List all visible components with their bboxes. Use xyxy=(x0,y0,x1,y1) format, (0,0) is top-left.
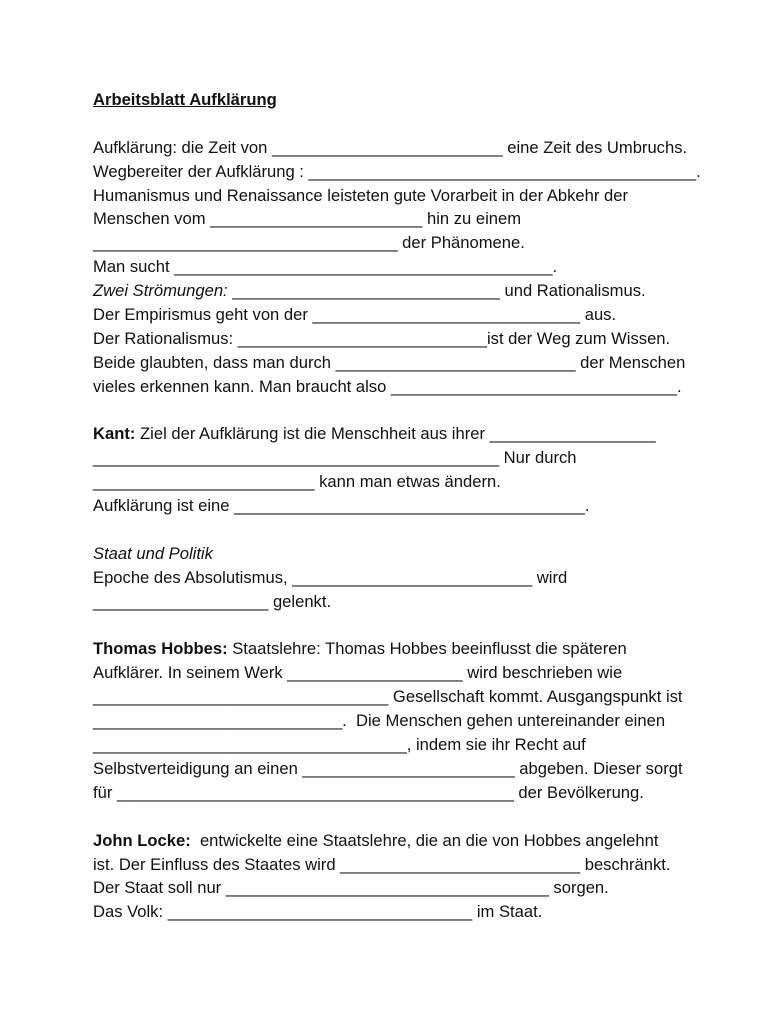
hobbes-name: Thomas Hobbes: xyxy=(93,639,228,659)
spacer xyxy=(93,614,748,638)
text-line: Aufklärung: die Zeit von _________________________ eine Zeit des Umbruchs. xyxy=(93,137,688,157)
text-line: _________________________________ der Phänomene. xyxy=(93,233,525,253)
text-line: ___________________________. Die Menschen gehen untereinander einen xyxy=(93,711,666,731)
hobbes-line xyxy=(93,637,748,661)
text-line: ___________________ gelenkt. xyxy=(93,591,332,611)
text-line: Man sucht _________________________________________. xyxy=(93,257,558,277)
kant-name: Kant: xyxy=(93,424,136,444)
locke-name: John Locke: xyxy=(93,830,191,850)
text-line: ________________________ kann man etwas ändern. xyxy=(93,472,501,492)
text-line: Das Volk: _________________________________ im Staat. xyxy=(93,902,543,922)
text-line: Aufklärer. In seinem Werk ___________________ wird beschrieben wie xyxy=(93,663,623,683)
stroemungen-line xyxy=(93,279,748,303)
text-line: ____________________________________________ Nur durch xyxy=(93,448,577,468)
spacer xyxy=(93,112,748,136)
spacer xyxy=(93,399,748,423)
stroemungen-text: _____________________________ und Rationalismus. xyxy=(227,281,646,301)
spacer xyxy=(93,805,748,829)
text-line: Selbstverteidigung an einen _______________________ abgeben. Dieser sorgt xyxy=(93,758,683,778)
text-line: ist. Der Einfluss des Staates wird __________________________ beschränkt. xyxy=(93,854,671,874)
section-heading: Staat und Politik xyxy=(93,543,213,563)
text-line: Aufklärung ist eine ______________________________________. xyxy=(93,496,590,516)
text-line: vieles erkennen kann. Man braucht also _______________________________. xyxy=(93,376,682,396)
text-line: Wegbereiter der Aufklärung : __________________________________________. xyxy=(93,161,701,181)
worksheet-title: Arbeitsblatt Aufklärung xyxy=(93,90,277,109)
locke-text: entwickelte eine Staatslehre, die an die von Hobbes angelehnt xyxy=(190,830,659,850)
stroemungen-label: Zwei Strömungen: xyxy=(93,281,228,301)
text-line: Der Staat soll nur ___________________________________ sorgen. xyxy=(93,878,609,898)
text-line: Der Rationalismus: ___________________________ist der Weg zum Wissen. xyxy=(93,328,671,348)
kant-text: Ziel der Aufklärung ist die Menschheit aus ihrer __________________ xyxy=(135,424,656,444)
text-line: Humanismus und Renaissance leisteten gute Vorarbeit in der Abkehr der xyxy=(93,185,628,205)
locke-line xyxy=(93,829,748,853)
spacer xyxy=(93,518,748,542)
text-line: für ___________________________________________ der Bevölkerung. xyxy=(93,782,644,802)
text-line: Beide glaubten, dass man durch __________________________ der Menschen xyxy=(93,352,686,372)
text-line: Menschen vom _______________________ hin zu einem xyxy=(93,209,522,229)
hobbes-text: Staatslehre: Thomas Hobbes beeinflusst die späteren xyxy=(227,639,627,659)
text-line: Epoche des Absolutismus, __________________________ wird xyxy=(93,567,568,587)
text-line: __________________________________, indem sie ihr Recht auf xyxy=(93,735,586,755)
text-line: ________________________________ Gesellschaft kommt. Ausgangspunkt ist xyxy=(93,687,683,707)
text-line: Der Empirismus geht von der _____________________________ aus. xyxy=(93,305,617,325)
kant-line xyxy=(93,422,748,446)
